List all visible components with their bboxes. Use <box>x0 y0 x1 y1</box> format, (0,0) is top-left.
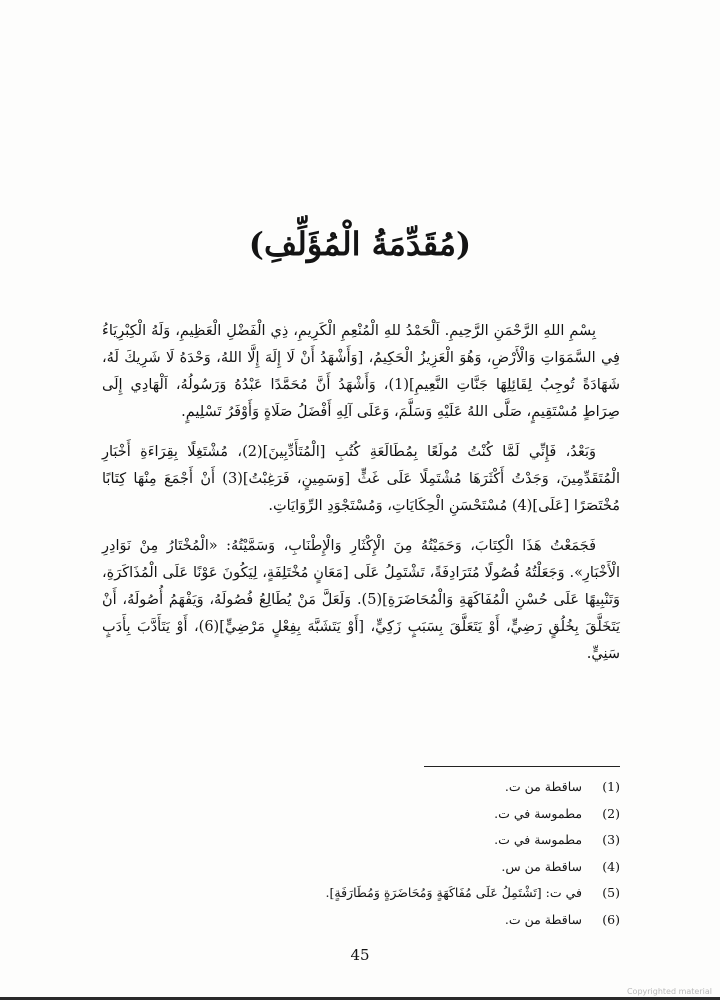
body-text <box>102 318 620 681</box>
footnotes-list <box>102 774 620 933</box>
footnote-item <box>102 880 620 907</box>
page-number: 45 <box>350 946 370 964</box>
footnote-item <box>102 774 620 801</box>
footnote-number: (1) <box>602 779 620 794</box>
footnote-number: (3) <box>602 832 620 847</box>
footnote-number: (5) <box>602 885 620 900</box>
footnote-text: في ت: [تَشْتَمِلُ عَلَى مُفَاكَهَةٍ وَمُحَاضَرَةٍ وَمُطَارَفَةٍ]. <box>325 885 583 900</box>
footnote-divider <box>424 766 620 767</box>
footnote-number: (6) <box>602 911 620 927</box>
copyright-watermark: Copyrighted material <box>626 987 712 996</box>
chapter-title: (مُقَدِّمَةُ الْمُؤَلِّفِ) <box>248 225 472 263</box>
footnote-item <box>102 854 620 881</box>
paragraph-opening: بِسْمِ اللهِ الرَّحْمَنِ الرَّحِيمِ. اَلْحَمْدُ للهِ الْمُنْعِمِ الْكَرِيمِ، ذِي الْفَضْلِ الْعَظِيمِ، وَلَهُ الْكِبْرِيَاءُ فِي السَّمَوَاتِ وَالْأَرْضِ، وَهُوَ الْعَزِيزُ الْحَكِيمُ، [وَأَشْهَدُ أَنْ لَا إِلَهَ إِلَّا اللهُ، وَحْدَهُ لَا شَرِيكَ لَهُ، شَهَادَةً تُوجِبُ لِقَائِلِهَا جَنَّاتِ النَّعِيمِ](1)، وَأَشْهَدُ أَنَّ مُحَمَّدًا عَبْدُهُ وَرَسُولُهُ، اَلْهَادِي إِلَى صِرَاطٍ مُسْتَقِيمٍ، صَلَّى اللهُ عَلَيْهِ وَسَلَّمَ، وَعَلَى آلِهِ أَفْضَلُ صَلَاةٍ وَأَوْفَرُ تَسْلِيمٍ. <box>102 323 620 420</box>
footnote-text: مطموسة في ت. <box>494 805 583 821</box>
footnote-item <box>102 907 620 934</box>
footnote-number: (2) <box>602 805 620 821</box>
paragraph-intent: وَبَعْدُ، فَإِنِّي لَمَّا كُنْتُ مُولَعًا بِمُطَالَعَةِ كُتُبِ [الْمُتَأَدِّبِينَ](2)، مُشْتَغِلًا بِقِرَاءَةِ أَخْبَارِ الْمُتَقَدِّمِينَ، وَجَدْتُ أَكْثَرَهَا مُشْتَمِلًا عَلَى غَثٍّ [وَسَمِينٍ، فَرَغِبْتُ](3) أَنْ أَجْمَعَ مِنْهَا كِتَابًا مُخْتَصَرًا [عَلَى](4) مُسْتَحْسَنِ الْحِكَايَاتِ، وَمُسْتَجْوَدِ الرِّوَايَاتِ. <box>102 444 620 514</box>
footnote-item <box>102 827 620 854</box>
footnote-text: ساقطة من ت. <box>504 911 583 927</box>
paragraph-book-naming: فَجَمَعْتُ هَذَا الْكِتَابَ، وَحَمَيْتُهُ مِنَ الْإِكْثَارِ وَالْإِطْنَابِ، وَسَمَّيْتُهُ: «الْمُخْتَارُ مِنْ نَوَادِرِ الْأَخْبَارِ». وَجَعَلْتُهُ فُصُولًا مُتَرَادِفَةً، تَشْتَمِلُ عَلَى [مَعَانٍ مُخْتَلِفَةٍ، لِيَكُونَ عَوْنًا عَلَى الْمُذَاكَرَةِ، وَتَنْبِيهًا عَلَى حُسْنِ الْمُفَاكَهَةِ وَالْمُحَاضَرَةِ](5). وَلَعَلَّ مَنْ يُطَالِعُ فُصُولَهُ، وَيَفْهَمُ أُصُولَهُ، أَنْ يَتَخَلَّقَ بِخُلُقٍ رَضِيٍّ، أَوْ يَتَعَلَّقَ بِسَبَبٍ زَكِيٍّ، [أَوْ يَتَشَبَّهَ بِفِعْلٍ مَرْضِيٍّ](6)، أَوْ يَتَأَدَّبَ بِأَدَبٍ سَنِيٍّ. <box>102 538 621 662</box>
footnote-item <box>102 801 620 828</box>
footnote-text: مطموسة في ت. <box>494 832 583 847</box>
footnote-number: (4) <box>602 858 620 874</box>
footnote-text: ساقطة من س. <box>501 858 583 874</box>
footnote-text: ساقطة من ت. <box>504 779 583 794</box>
